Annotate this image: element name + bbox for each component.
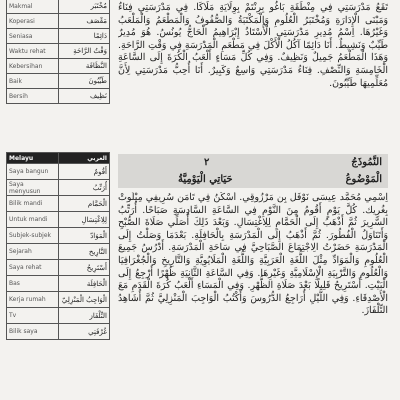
vocab-row [7,244,110,260]
vocab-arabic-word: غُرْفَتِي [58,324,110,340]
vocab-malay-word: Makmal [7,0,59,14]
vocab-row [7,44,110,59]
topic-row [118,171,388,188]
vocab-malay-word: Kebersihan [7,59,59,74]
vocab-malay-word: Untuk mandi [7,212,59,228]
vocab-header-ar: العربي [58,153,110,164]
vocab-row [7,74,110,89]
model-row [118,154,388,171]
vocab-malay-word: Bilik saya [7,324,59,340]
vocab-malay-word: Seniasa [7,29,59,44]
vocab-table-top-body [7,0,110,104]
essay-text: اِسْمِي مُحَمَّد عِيسَى نَوْفَل بِن مَرْزُوقِي. أَسْكُنُ فِي تَامَن سُرِيفِي مِيْلُوتْ بِغُرِيك. كُلَّ يَوْمٍ أَقُومُ مِنَ النَّوْمِ فِي السَّاعَةِ السَّادِسَةِ صَبَاحًا. أُرَتِّبُ السَّرِيرَ ثُمَّ أَذْهَبُ إِلَى الْحَمَّامِ لِلِاغْتِسَالِ. وَبَعْدَ ذَلِكَ أُصَلِّي صَلَاةَ الصُّبْحِ وَأَتَنَاوَلُ الْفُطُورَ. ثُمَّ أَذْهَبُ إِلَى الْمَدْرَسَةِ بِالْحَافِلَةِ. بَعْدَمَا وَصَلْتُ إِلَى الْمَدْرَسَةِ حَضَرْتُ الِاجْتِمَاعَ الصَّبَاحِيَّ فِي سَاحَةِ الْمَدْرَسَةِ. أَدْرُسُ جَمِيعَ الْعُلُومِ وَالْمَوَادِّ مِثْلَ اللُّغَةِ الْعَرَبِيَّةِ وَاللُّغَةِ الْمَلَايُوِيَّةِ وَالتَّارِيخِ وَالْجُغْرَافِيَا وَالْعُلُومِ وَالتَّرْبِيَةِ الْإِسْلَامِيَّةِ وَغَيْرِهَا. وَفِي السَّاعَةِ الثَّانِيَةِ ظُهْرًا أَرْجِعُ إِلَى الْبَيْتِ. أَسْتَرِيحُ قَلِيلًا بَعْدَ صَلَاةِ الظُّهْرِ. وَفِي الْمَسَاءِ أَلْعَبُ كُرَةَ الْقَدَمِ مَعَ الْأَصْدِقَاءِ. وَفِي اللَّيْلِ أُرَاجِعُ الدُّرُوسَ وَأَكْتُبُ الْوَاجِبَ الْمَنْزِلِيَّ ثُمَّ أُشَاهِدُ التِّلْفَازَ. [118,192,388,317]
passage-top: تَقَعُ مَدْرَسَتِي فِي مِنْطَقَةِ بَاغُو بِرِنْتَمْ بِوِلَايَةِ مَلَاكَا. فِي مَدْرَسَتِي فِنَاءٌ وَمَبْنَى الْإِدَارَةِ وَمُخْتَبَرُ الْعُلُومِ وَالْمَكْتَبَةُ وَالصُّفُوفُ وَالْمَطْعَمُ وَالْمَلْعَبُ وَغَيْرُهَا. اِسْمُ مُدِيرِ مَدْرَسَتِي الْأُسْتَاذُ إِبْرَاهِيمُ الْحَاجُّ يُونُسُ. هُوَ مُدِيرٌ طَيِّبٌ وَنَشِيطٌ. أَنَا دَائِمًا آكُلُ الْأَكْلَ فِي مَطْعَمِ الْمَدْرَسَةِ فِي وَقْتِ الرَّاحَةِ. وَهَذَا الْمَطْعَمُ جَمِيلٌ وَنَظِيفٌ. وَفِي كُلِّ مَسَاءٍ أَلْعَبُ الْكُرَةَ إِلَى السَّاعَةِ الْخَامِسَةِ وَالنِّصْفِ. فِنَاءُ مَدْرَسَتِي وَاسِعٌ وَكَبِيرٌ. أَنَا أُحِبُّ مَدْرَسَتِي لِأَنَّ مُعَلِّمِيهَا طَيِّبُونَ. [118,2,388,89]
topic-label: الْمَوْضُوعُ [345,174,382,185]
vocab-malay-word: Koperasi [7,14,59,29]
vocab-row [7,212,110,228]
vocab-row [7,14,110,29]
vocab-arabic-word: أُرَتِّبُ [58,180,110,196]
vocab-arabic-word: الْمَوَادّ [58,228,110,244]
vocab-table-header-row [7,153,110,164]
vocab-malay-word: Bas [7,276,59,292]
vocab-arabic-word: نَظِيف [58,89,110,104]
vocab-arabic-word: أَقُومُ [58,164,110,180]
vocab-arabic-word: التِّلْفَاز [58,308,110,324]
vocab-malay-word: Subjek-subjek [7,228,59,244]
vocab-table-top [6,0,110,104]
vocab-malay-word: Baik [7,74,59,89]
vocab-row [7,324,110,340]
vocab-arabic-word: طَيِّبُونَ [58,74,110,89]
vocab-row [7,292,110,308]
vocab-row [7,59,110,74]
vocab-arabic-word: لِلِاغْتِسَالِ [58,212,110,228]
vocab-malay-word: Tv [7,308,59,324]
vocab-row [7,196,110,212]
passage-top-block [118,0,388,124]
model-label: النَّمُوذَجُ [351,157,382,168]
vocab-row [7,89,110,104]
vocab-row [7,164,110,180]
vocab-malay-word: Saya rehat [7,260,59,276]
vocab-arabic-word: مَقْصَف [58,14,110,29]
vocab-malay-word: Waktu rehat [7,44,59,59]
vocab-row [7,180,110,196]
vocab-arabic-word: دَائِمًا [58,29,110,44]
vocab-row [7,228,110,244]
model-heading-box [118,154,388,188]
essay-block [118,192,388,400]
vocab-table-bottom [6,152,110,340]
vocab-row [7,0,110,14]
vocab-arabic-word: مُخْتَبَر [58,0,110,14]
vocab-arabic-word: الْحَافِلَة [58,276,110,292]
vocab-arabic-word: وَقْتُ الرَّاحَةِ [58,44,110,59]
vocab-malay-word: Bilik mandi [7,196,59,212]
vocab-row [7,260,110,276]
vocab-malay-word: Bersih [7,89,59,104]
vocab-arabic-word: التَّارِيخ [58,244,110,260]
vocab-row [7,276,110,292]
vocab-row [7,29,110,44]
model-number: ٢ [204,157,210,168]
vocab-malay-word: Kerja rumah [7,292,59,308]
vocab-arabic-word: أَسْتَرِيحُ [58,260,110,276]
vocab-row [7,308,110,324]
vocab-arabic-word: الْحَمَّام [58,196,110,212]
vocab-malay-word: Saya menyusun [7,180,59,196]
topic-title: حَيَاتِي الْيَوْمِيَّةُ [178,174,233,185]
vocab-arabic-word: النَّظَافَة [58,59,110,74]
vocab-arabic-word: الْوَاجِبُ الْمَنْزِلِيّ [58,292,110,308]
vocab-header-ms: Melayu [7,153,59,164]
vocab-malay-word: Saya bangun [7,164,59,180]
vocab-malay-word: Sejarah [7,244,59,260]
vocab-table-bottom-body [7,164,110,340]
